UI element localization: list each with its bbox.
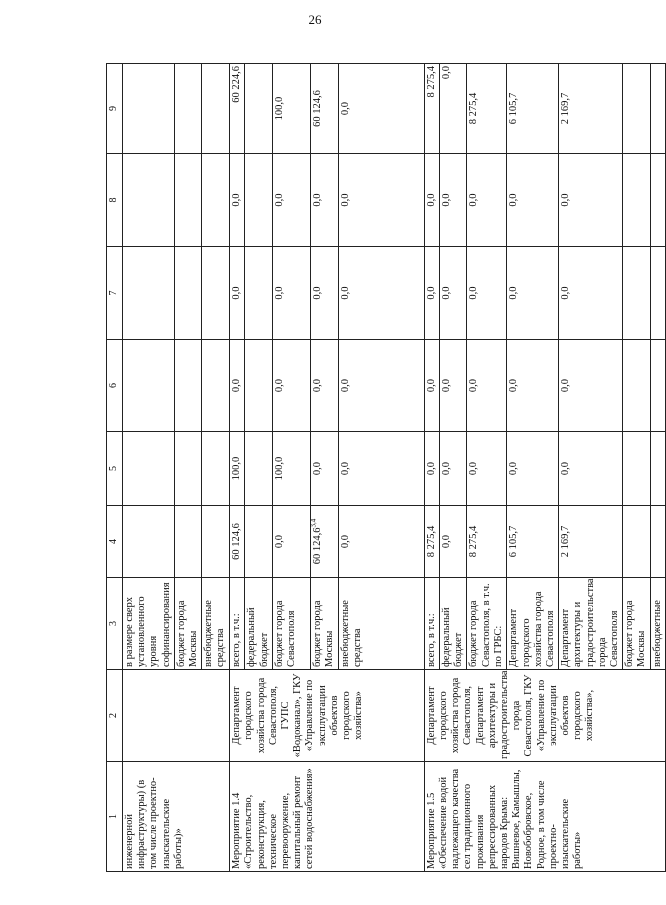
measure-1-5-executor: Департамент городского хозяйства города Севастополя, Департамент архитектуры и градостроительства города Севастополя, ГКУ «Управление по эксплуатации объектов городского хозяйства»,	[424, 670, 665, 762]
value-cell: 0,0	[559, 247, 623, 340]
value-cell: 0,0	[440, 247, 467, 340]
source-label: всего, в т.ч.:	[424, 578, 439, 670]
value-cell	[245, 247, 272, 340]
value-cell	[650, 64, 665, 154]
value-cell: 0,0	[338, 432, 424, 506]
value-cell: 0,0	[559, 432, 623, 506]
intro-description: инженерной инфраструктуры) (в том числе проектно-изыскательские работы)»	[123, 762, 230, 872]
header-col-9: 9	[107, 64, 123, 154]
source-label: бюджет города Севастополя, в т.ч. по ГРБС:	[467, 578, 507, 670]
value-cell: 60 124,6	[230, 506, 245, 578]
source-label: внебюджетные средства	[202, 578, 230, 670]
source-label: бюджет города Москвы	[310, 578, 338, 670]
value-cell: 0,0	[440, 506, 467, 578]
source-label: бюджет города Севастополя	[272, 578, 310, 670]
value-cell: 0,0	[424, 247, 439, 340]
value-cell: 0,0	[424, 154, 439, 247]
source-label: в размере сверх установленного уровня софинансирования	[123, 578, 175, 670]
value-cell: 0,0	[272, 154, 310, 247]
value-cell: 0,0	[424, 340, 439, 432]
source-label: бюджет города Москвы	[174, 578, 201, 670]
value-cell: 0,0	[310, 154, 338, 247]
value-cell	[245, 154, 272, 247]
value-cell	[245, 432, 272, 506]
source-label: федеральный бюджет	[245, 578, 272, 670]
value-cell: 2 169,7	[559, 64, 623, 154]
table-row	[230, 64, 245, 872]
value-cell: 60 224,6	[230, 64, 245, 154]
value-cell: 0,0	[272, 506, 310, 578]
value-cell: 8 275,4	[424, 64, 439, 154]
value-cell	[650, 154, 665, 247]
value-cell: 0,0	[467, 154, 507, 247]
value-cell: 0,0	[230, 154, 245, 247]
value-cell: 0,0	[310, 247, 338, 340]
value-cell	[650, 506, 665, 578]
value-cell: 0,0	[467, 247, 507, 340]
value-cell: 0,0	[338, 340, 424, 432]
header-col-5: 5	[107, 432, 123, 506]
value-cell: 100,0	[272, 432, 310, 506]
value-cell	[650, 247, 665, 340]
value-cell	[650, 340, 665, 432]
value-cell: 100,0	[230, 432, 245, 506]
value-cell: 0,0	[424, 432, 439, 506]
value-cell	[623, 340, 650, 432]
value-cell	[623, 154, 650, 247]
source-label: бюджет города Москвы	[623, 578, 650, 670]
source-label: Департамент городского хозяйства города Севастополя	[507, 578, 559, 670]
footnote-marker: 3,4	[309, 518, 318, 528]
header-col-1: 1	[107, 762, 123, 872]
header-col-6: 6	[107, 340, 123, 432]
value-cell	[623, 506, 650, 578]
value-cell	[245, 340, 272, 432]
source-label: всего, в т.ч.:	[230, 578, 245, 670]
value-cell: 0,0	[467, 340, 507, 432]
value-cell: 0,0	[559, 340, 623, 432]
source-label: внебюджетные средства	[338, 578, 424, 670]
value-cell	[310, 506, 338, 578]
value-cell: 0,0	[467, 432, 507, 506]
value-cell: 0,0	[440, 340, 467, 432]
rotated-table-container	[106, 64, 663, 872]
value-cell: 0,0	[507, 340, 559, 432]
value-cell: 0,0	[440, 432, 467, 506]
value-cell: 60 124,6	[310, 64, 338, 154]
intro-executor	[123, 670, 230, 762]
measure-1-4-executor: Департамент городского хозяйства города Севастополя, ГУПС «Водоканал», ГКУ «Управление по эксплуатации объектов городского хозяйства»	[230, 670, 425, 762]
header-row	[107, 64, 123, 872]
value-cell: 0,0	[338, 154, 424, 247]
value-text: 60 124,6	[311, 527, 323, 565]
page-number: 26	[308, 12, 322, 27]
value-cell: 0,0	[272, 247, 310, 340]
value-cell: 0,0	[338, 247, 424, 340]
table-row	[424, 64, 439, 872]
value-cell	[245, 64, 272, 154]
value-cell	[623, 432, 650, 506]
value-cell: 0,0	[338, 506, 424, 578]
source-label: федеральный бюджет	[440, 578, 467, 670]
value-cell: 0,0	[440, 154, 467, 247]
value-cell: 0,0	[310, 340, 338, 432]
value-cell: 0,0	[230, 247, 245, 340]
value-cell: 6 105,7	[507, 506, 559, 578]
value-cell: 8 275,4	[467, 506, 507, 578]
value-cell: 8 275,4	[424, 506, 439, 578]
value-cell	[650, 432, 665, 506]
value-cell: 0,0	[507, 247, 559, 340]
value-cell: 100,0	[272, 64, 310, 154]
value-cell	[245, 506, 272, 578]
value-cell	[623, 247, 650, 340]
source-label: внебюджетные	[650, 578, 665, 670]
measure-1-5-description: Мероприятие 1.5 «Обеспечение водой надлежащего качества сел традиционного проживания репрессированных народов Крыма: Вишневое, Камышлы, Новобобровское, Родное, в том числе проектно-изыскательские работы»	[424, 762, 665, 872]
value-cell	[623, 64, 650, 154]
budget-table	[106, 63, 666, 872]
table-row	[123, 64, 175, 872]
header-col-4: 4	[107, 506, 123, 578]
header-col-2: 2	[107, 670, 123, 762]
value-cell: 0,0	[440, 64, 467, 154]
header-col-7: 7	[107, 247, 123, 340]
value-cell: 0,0	[310, 432, 338, 506]
value-cell: 2 169,7	[559, 506, 623, 578]
value-cell: 6 105,7	[507, 64, 559, 154]
value-cell: 0,0	[272, 340, 310, 432]
header-col-3: 3	[107, 578, 123, 670]
value-cell: 0,0	[559, 154, 623, 247]
value-cell: 0,0	[507, 432, 559, 506]
value-cell: 0,0	[338, 64, 424, 154]
header-col-8: 8	[107, 154, 123, 247]
value-cell: 8 275,4	[467, 64, 507, 154]
measure-1-4-description: Мероприятие 1.4 «Строительство, реконструкция, техническое перевооружение, капитальный ремонт сетей водоснабжения»	[230, 762, 425, 872]
source-label: Департамент архитектуры и градостроительства города Севастополя	[559, 578, 623, 670]
value-cell: 0,0	[230, 340, 245, 432]
value-cell: 0,0	[507, 154, 559, 247]
